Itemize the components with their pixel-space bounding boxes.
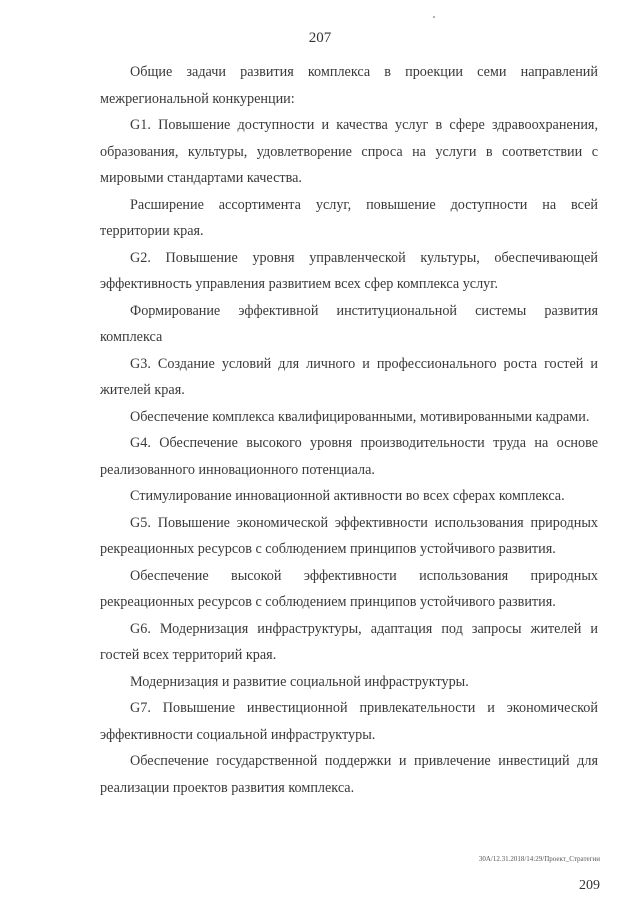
paragraph-g6: G6. Модернизация инфраструктуры, адаптация под запросы жителей и гостей всех территорий края. xyxy=(100,620,598,663)
paragraph-g7: G7. Повышение инвестиционной привлекательности и экономической эффективности социальной инфраструктуры. xyxy=(100,700,598,743)
page-number-bottom: 209 xyxy=(579,878,600,893)
paragraph-g5-task: Обеспечение высокой эффективности использования природных рекреационных ресурсов с соблюдением принципов устойчивого развития. xyxy=(100,567,598,610)
footer-stamp: 30А/12.31.2018/14:29/Проект_Стратегии xyxy=(478,855,600,863)
document-body xyxy=(100,59,598,801)
paragraph-intro: Общие задачи развития комплекса в проекции семи направлений межрегиональной конкуренции: xyxy=(100,64,598,107)
paragraph-g2: G2. Повышение уровня управленческой культуры, обеспечивающей эффективность управления развитием всех сфер комплекса услуг. xyxy=(100,249,598,292)
paragraph-g7-task: Обеспечение государственной поддержки и привлечение инвестиций для реализации проектов развития комплекса. xyxy=(100,753,598,796)
paragraph-g3-task: Обеспечение комплекса квалифицированными, мотивированными кадрами. xyxy=(130,408,590,425)
paragraph-g4-task: Стимулирование инновационной активности во всех сферах комплекса. xyxy=(130,488,565,504)
page-number-top: 207 xyxy=(308,30,332,46)
paragraph-g2-task: Формирование эффективной институциональной системы развития комплекса xyxy=(100,302,598,345)
paragraph-g5: G5. Повышение экономической эффективности использования природных рекреационных ресурсов с соблюдением принципов устойчивого развития. xyxy=(100,514,598,557)
paragraph-g1-task: Расширение ассортимента услуг, повышение доступности на всей территории края. xyxy=(100,196,598,239)
scan-speck xyxy=(433,16,435,18)
paragraph-g3: G3. Создание условий для личного и профессионального роста гостей и жителей края. xyxy=(100,355,598,398)
paragraph-g6-task: Модернизация и развитие социальной инфраструктуры. xyxy=(130,673,469,690)
paragraph-g4: G4. Обеспечение высокого уровня производительности труда на основе реализованного инновационного потенциала. xyxy=(100,435,598,478)
paragraph-g1: G1. Повышение доступности и качества услуг в сфере здравоохранения, образования, культуры, удовлетворение спроса на услуги в соответствии с мировыми стандартами качества. xyxy=(100,117,598,186)
